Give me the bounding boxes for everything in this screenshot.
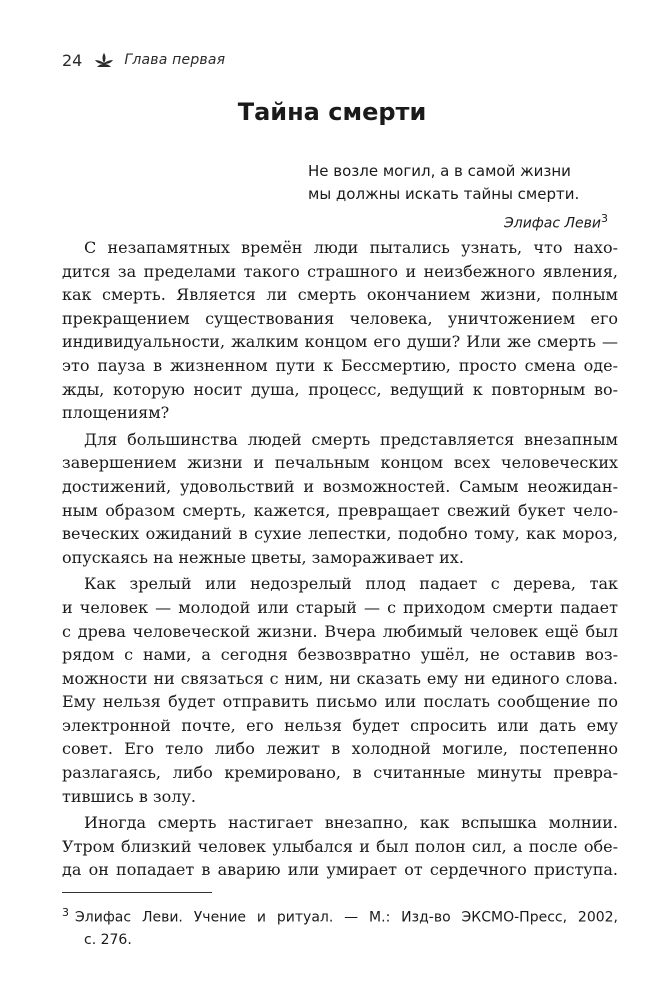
text-line: площениям? bbox=[62, 403, 170, 423]
text-line: Для большинства людей смерть представляется внезапным bbox=[84, 429, 618, 449]
text-line: дится за пределами такого страшного и неизбежного явления, bbox=[62, 261, 618, 281]
text-line: ным образом смерть, кажется, превращает свежий букет чело- bbox=[62, 500, 618, 520]
chapter-label: Глава первая bbox=[124, 52, 226, 68]
text-line: Утром близкий человек улыбался и был полон сил, а после обе- bbox=[62, 836, 618, 856]
text-line: жды, которую носит душа, процесс, ведущий к повторным во- bbox=[62, 379, 618, 399]
paragraph bbox=[62, 572, 618, 808]
text-line: и человек — молодой или старый — с приходом смерти падает bbox=[62, 597, 618, 617]
text-line: как смерть. Является ли смерть окончанием жизни, полным bbox=[62, 285, 618, 305]
text-line: разлагаясь, либо кремировано, в считанные минуты превра- bbox=[62, 763, 618, 783]
text-line: веческих ожиданий в сухие лепестки, подобно тому, как мороз, bbox=[62, 524, 618, 544]
section-title: Тайна смерти bbox=[237, 98, 427, 126]
text-line: это пауза в жизненном пути к Бессмертию, просто смена оде- bbox=[62, 355, 618, 375]
footnote-reference: 3 bbox=[601, 212, 608, 225]
text-line: да он попадает в аварию или умирает от сердечного приступа. bbox=[62, 860, 618, 880]
text-line: Как зрелый или недозрелый плод падает с дерева, так bbox=[84, 574, 618, 594]
text-line: достижений, удовольствий и возможностей. Самым неожидан- bbox=[62, 476, 618, 496]
lotus-icon bbox=[94, 52, 114, 68]
text-line: прекращением существования человека, уничтожением его bbox=[62, 308, 618, 328]
text-line: завершением жизни и печальным концом всех человеческих bbox=[62, 453, 618, 473]
footnote-marker: 3 bbox=[62, 906, 69, 919]
text-line: электронной почте, его нельзя будет спросить или дать ему bbox=[62, 715, 618, 735]
footnote-divider bbox=[62, 892, 212, 893]
paragraph bbox=[62, 236, 618, 425]
paragraph bbox=[62, 428, 618, 570]
text-line: Ему нельзя будет отправить письмо или послать сообщение по bbox=[62, 692, 618, 712]
text-line: с древа человеческой жизни. Вчера любимый человек ещё был bbox=[62, 621, 618, 641]
footnote-text: Элифас Леви. Учение и ритуал. — М.: Изд-во ЭКСМО-Пресс, 2002, bbox=[75, 909, 618, 926]
body-text bbox=[62, 236, 618, 885]
text-line: совет. Его тело либо лежит в холодной могиле, постепенно bbox=[62, 739, 618, 759]
text-line: индивидуальности, жалким концом его души? Или же смерть — bbox=[62, 332, 618, 352]
text-line: тившись в золу. bbox=[62, 786, 196, 806]
text-line: С незапамятных времён люди пытались узнать, что нахо- bbox=[84, 238, 618, 257]
text-line: опускаясь на нежные цветы, замораживает их. bbox=[62, 547, 464, 567]
running-head bbox=[62, 48, 225, 72]
epigraph bbox=[308, 160, 608, 236]
epigraph-author-name: Элифас Леви bbox=[503, 215, 601, 232]
text-line: Иногда смерть настигает внезапно, как вспышка молнии. bbox=[84, 813, 618, 833]
paragraph bbox=[62, 811, 618, 882]
page-number: 24 bbox=[62, 50, 83, 70]
epigraph-author bbox=[308, 207, 608, 236]
footnote-line: с. 276. bbox=[84, 931, 132, 948]
footnote-line bbox=[62, 902, 618, 929]
epigraph-line: Не возле могил, а в самой жизни bbox=[308, 162, 571, 180]
footnote bbox=[62, 902, 618, 951]
epigraph-line: мы должны искать тайны смерти. bbox=[308, 185, 580, 203]
text-line: можности ни связаться с ним, ни сказать ему ни единого слова. bbox=[62, 668, 618, 688]
text-line: рядом с нами, а сегодня безвозвратно ушёл, не оставив воз- bbox=[62, 645, 618, 665]
